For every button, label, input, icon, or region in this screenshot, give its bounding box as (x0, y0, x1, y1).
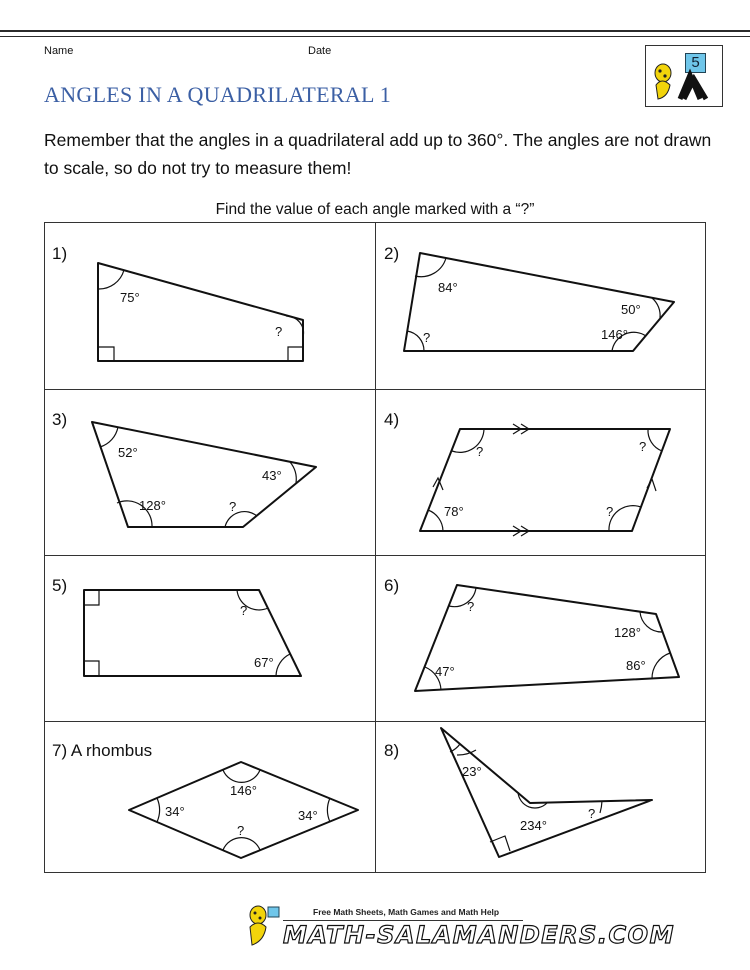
shape-7 (129, 762, 358, 858)
q2-angle-label: 84° (438, 280, 458, 295)
q8-angle-label: ? (588, 806, 596, 821)
q6-angle-label: 128° (614, 625, 641, 640)
question-4-number: 4) (384, 410, 400, 429)
q5-angle-label: 67° (254, 655, 274, 670)
right-angle-mark (98, 347, 114, 361)
page-title: ANGLES IN A QUADRILATERAL 1 (44, 82, 392, 107)
angle-arc (98, 270, 124, 289)
shape-1 (98, 263, 303, 361)
q6-angle-label: 47° (435, 664, 455, 679)
angle-arc (276, 654, 290, 676)
angle-arc (407, 331, 424, 351)
angle-arc (157, 798, 160, 822)
angle-arc (450, 744, 460, 752)
q3-angle-label: 52° (118, 445, 138, 460)
question-8-number: 8) (384, 741, 400, 760)
question-5-number: 5) (52, 576, 68, 595)
instruction-text: Find the value of each angle marked with a “?” (215, 201, 535, 218)
shape-3 (92, 422, 316, 527)
footer-tagline: Free Math Sheets, Math Games and Math Help (313, 907, 500, 917)
q7-angle-label: 146° (230, 783, 257, 798)
q6-angle-label: ? (467, 599, 475, 614)
q7-angle-label: ? (237, 823, 245, 838)
grade-badge: 5 (685, 53, 706, 73)
angle-arc (518, 792, 547, 808)
q4-angle-label: ? (476, 444, 484, 459)
q7-angle-label: 34° (298, 808, 318, 823)
q1-angle-label: ? (275, 324, 283, 339)
q3-angle-label: ? (229, 499, 237, 514)
angle-arc (648, 429, 662, 451)
q2-angle-label: ? (423, 330, 431, 345)
right-angle-mark (288, 347, 303, 361)
footer-salamander-icon (244, 903, 282, 949)
question-3-number: 3) (52, 410, 68, 429)
q2-angle-label: 50° (621, 302, 641, 317)
question-1-number: 1) (52, 244, 68, 263)
q3-angle-label: 43° (262, 468, 282, 483)
question-2-number: 2) (384, 244, 400, 263)
q8-angle-label: 234° (520, 818, 547, 833)
q6-angle-label: 86° (626, 658, 646, 673)
angle-arc (100, 427, 118, 447)
q4-angle-label: ? (606, 504, 614, 519)
angle-arc (652, 298, 660, 318)
q8-angle-label: 23° (462, 764, 482, 779)
q4-angle-label: ? (639, 439, 647, 454)
shape-8 (441, 728, 652, 857)
question-7-number: 7) A rhombus (52, 741, 153, 760)
q7-angle-label: 34° (165, 804, 185, 819)
q2-angle-label: 146° (601, 327, 628, 342)
q3-angle-label: 128° (139, 498, 166, 513)
question-6-number: 6) (384, 576, 400, 595)
footer-brand: MATH-SALAMANDERS.COM (283, 921, 675, 949)
q4-angle-label: 78° (444, 504, 464, 519)
name-label: Name (44, 45, 74, 57)
angle-arc (223, 838, 260, 850)
angle-arc (290, 462, 296, 483)
q5-angle-label: ? (240, 603, 248, 618)
right-angle-mark (84, 590, 99, 605)
date-label: Date (308, 45, 332, 57)
intro-text: Remember that the angles in a quadrilateral add up to 360°. The angles are not drawn to scale, so do not try to measure them! (44, 130, 712, 178)
angle-arc (327, 798, 330, 822)
angle-arc (223, 770, 260, 782)
q1-angle-label: 75° (120, 290, 140, 305)
angle-arc (600, 801, 602, 813)
angle-arc (428, 510, 443, 531)
angle-arc (652, 653, 670, 679)
right-angle-mark (84, 661, 99, 676)
